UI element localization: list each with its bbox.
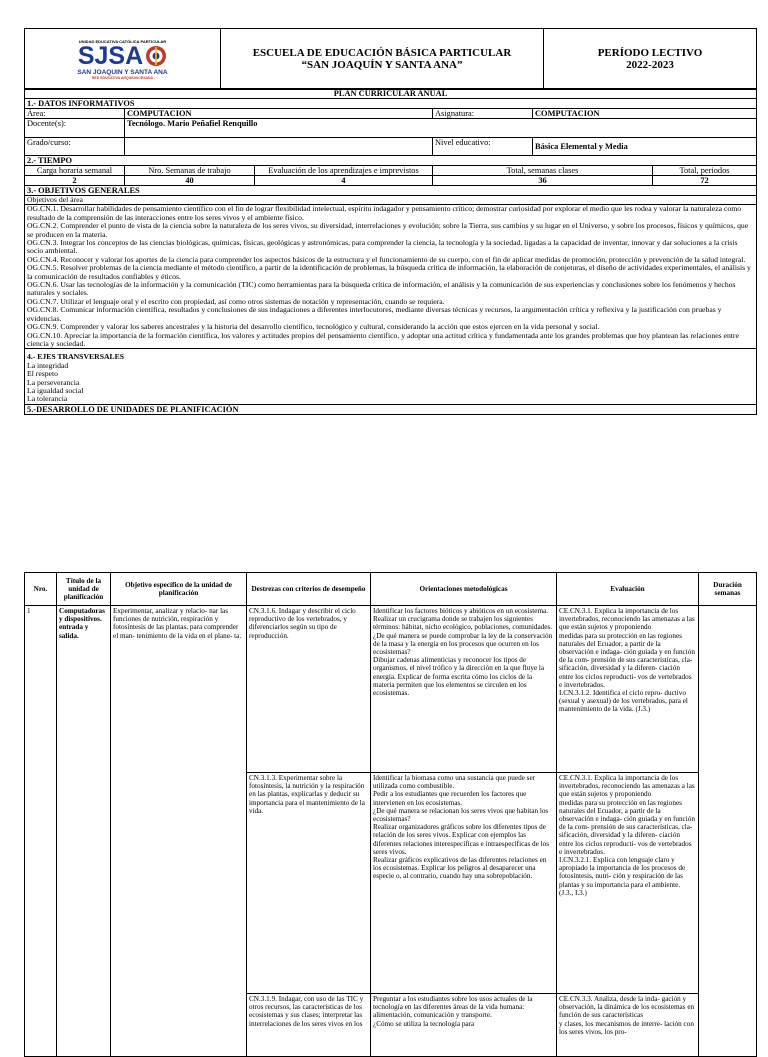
evaluacion-cell: CE.CN.3.1. Explica la importancia de los invertebrados, reconociendo las amenazas a las que están sujetos y proponiendo medidas para su protección en las regiones naturales del Ecuador, a partir de la observación e indaga- ción guiada y en función de la com- prensión de sus características, cla- sificación, diversidad y la diferen- ciación entre los ciclos reproducti- vos de vertebrados e invertebrados. I.CN.3.1.2. Identifica el ciclo repro- ductivo (sexual y asexual) de los vertebrados, para el mantenimiento de la vida. (J.3.) — [557, 606, 699, 773]
objetivo-item: OG.CN.6. Usar las tecnologías de la información y la comunicación (TIC) como herramientas para la búsqueda crítica de información, el análisis y la comunicación de sus experiencias y conclusiones sobre los fenómenos y hechos naturales y sociales. — [27, 280, 736, 298]
objetivo-item: OG.CN.10. Apreciar la importancia de la formación científica, los valores y actitudes propios del pensamiento científico, y adoptar una actitud crítica y fundamentada ante los grandes problemas que hoy plantean las relaciones entre ciencia y sociedad. — [27, 330, 739, 348]
plan-title: PLAN CURRICULAR ANUAL — [25, 89, 757, 99]
destreza-cell: CN.3.1.6. Indagar y describir el ciclo reproductivo de los vertebrados, y diferenciarlos según su tipo de reproducción. — [247, 606, 371, 773]
nivel-label: Nivel educativo: — [433, 138, 533, 156]
objetivo-item: OG.CN.9. Comprender y valorar los saberes ancestrales y la historia del desarrollo científico, tecnológico y cultural, considerando la acción que estos ejercen en la vida personal y social. — [27, 322, 600, 332]
school-logo: UNIDAD EDUCATIVA CATÓLICA PARTICULAR SJSA SAN JOAQUIN Y SANTA ANA RED EDUCATIVA ARQUIDIOCESANA — [25, 29, 221, 90]
col-header-titulo: Título de la unidad de planificación — [57, 573, 111, 606]
tiempo-value: 72 — [653, 176, 757, 186]
objetivo-item: OG.CN.4. Reconocer y valorar los aportes de la ciencia para comprender los aspectos básicos de la estructura y el funcionamiento de su cuerpo, con el fin de aplicar medidas de promoción, protección y prevención de la salud integral. — [27, 254, 746, 264]
asignatura-label: Asignatura: — [433, 109, 533, 119]
grado-label: Grado/curso: — [25, 138, 125, 156]
objetivos-subtitle: Objetivos del área — [25, 196, 757, 205]
table-row — [25, 606, 757, 773]
area-value: COMPUTACION — [125, 109, 433, 119]
logo-wordmark: SJSA — [77, 41, 144, 70]
tiempo-header: Carga horaria semanal — [25, 166, 125, 176]
objetivo-item: OG.CN.1. Desarrollar habilidades de pensamiento científico con el fin de lograr flexibilidad intelectual, espíritu indagador y pensamiento crítico; demostrar curiosidad por explorar el medio que les rodea y valorar la naturaleza como resultado de la comprensión de las interacciones entre los seres vivos y el ambiente físico. — [27, 204, 742, 222]
grado-value — [125, 138, 433, 156]
eje-item: La tolerancia — [27, 394, 68, 404]
evaluacion-cell: CE.CN.3.1. Explica la importancia de los invertebrados, reconociendo las amenazas a las que están sujetos y proponiendo medidas para su protección en las regiones naturales del Ecuador, a partir de la observación e indaga- ción guiada y en función de la com- prensión de sus características, cla- sificación, diversidad y la diferen- ciación entre los ciclos reproducti- vos de vertebrados e invertebrados. I.CN.3.2.1. Explica con lenguaje claro y apropiado la importancia de los procesos de fotosíntesis, nutri- ción y respiración de las plantas y su importancia para el ambiente. (J.3., I.3.) — [557, 773, 699, 994]
objetivo-item: OG.CN.8. Comunicar información científica, resultados y conclusiones de sus indagaciones a diferentes interlocutores, mediante diversas técnicas y recursos, la argumentación crítica y reflexiva y la justificación con pruebas y evidencias. — [27, 305, 722, 323]
col-header-nro: Nro. — [25, 573, 57, 606]
section-2-title: 2.- TIEMPO — [25, 156, 757, 166]
tiempo-value: 2 — [25, 176, 125, 186]
eje-item: La igualdad social — [27, 385, 84, 395]
objetivo-item: OG.CN.2. Comprender el punto de vista de la ciencia sobre la naturaleza de los seres vivos, su diversidad, interrelaciones y evolución; sobre la Tierra, sus cambios y su lugar en el Universo, y sobre los procesos, físicos y químicos, que se producen en la materia. — [27, 221, 749, 239]
school-period: PERÍODO LECTIVO 2022-2023 — [544, 29, 757, 90]
col-header-objetivo: Objetivo específico de la unidad de planificación — [111, 573, 247, 606]
tiempo-header: Total, periodos — [653, 166, 757, 176]
crest-icon — [145, 45, 167, 67]
orientacion-cell: Identificar los factores bióticos y abióticos en un ecosistema. Realizar un crucigrama donde se trabajen los siguientes términos: hábitat, nicho ecológico, poblaciones, comunidades. ¿De qué manera se puede comprobar la ley de la conservación de la masa y la energía en los procesos que ocurren en los ecosistemas? Dibujar cadenas alimenticias y reconocer los tipos de organismos, el nivel trófico y la dirección en la que fluye la energía. Explicar de forma escrita cómo los ciclos de la materia permiten que los elementos se circulen en los ecosistemas. — [371, 606, 557, 773]
section-5-title: 5.-DESARROLLO DE UNIDADES DE PLANIFICACIÓN — [25, 404, 757, 414]
orientacion-cell: Preguntar a los estudiantes sobre los usos actuales de la tecnología en las diferentes áreas de la vida humana: alimentación, comunicación y transporte. ¿Cómo se utiliza la tecnología para — [371, 994, 557, 1057]
tiempo-header: Evaluación de los aprendizajes e imprevistos — [255, 166, 433, 176]
eje-item: El respeto — [27, 369, 58, 379]
unit-objetivo: Experimentar, analizar y relacio- nar las funciones de nutrición, respiración y fotosíntesis de las plantas, para comprender el man- tenimiento de la vida en el plane- ta. — [111, 606, 247, 1057]
orientacion-cell: Identificar la biomasa como una sustancia que puede ser utilizada como combustible. Pedir a los estudiantes que recuerden los factores que intervienen en los ecosistemas. ¿De qué manera se relacionan los seres vivos que habitan los ecosistemas? Realizar organizadores gráficos sobre los diferentes tipos de relación de los seres vivos. Explicar con ejemplos las diferentes relaciones interespecíficas e intraespecíficas de los seres vivos. Realizar gráficos explicativos de las diferentes relaciones en los ecosistemas. Explicar los peligros al desaparecer una especie o, al contrario, cuando hay una sobrepoblación. — [371, 773, 557, 994]
header-table — [24, 28, 757, 90]
tiempo-value: 4 — [255, 176, 433, 186]
section-4-title: 4.- EJES TRANSVERSALES — [27, 352, 125, 362]
objetivos-list — [25, 205, 757, 349]
nivel-value: Básica Elemental y Media — [533, 138, 757, 156]
docente-value: Tecnólogo. Mario Peñafiel Renquillo — [125, 119, 757, 138]
col-header-evaluacion: Evaluación — [557, 573, 699, 606]
eje-item: La integridad — [27, 360, 69, 370]
col-header-duracion: Duración semanas — [699, 573, 757, 606]
section-1-title: 1.- DATOS INFORMATIVOS — [25, 99, 757, 109]
table-header-row — [25, 573, 757, 606]
tiempo-header: Nro. Semanas de trabajo — [125, 166, 255, 176]
docente-label: Docente(s): — [25, 119, 125, 138]
destreza-cell: CN.3.1.3. Experimentar sobre la fotosíntesis, la nutrición y la respiración en las plantas, explicarlas y deducir su importancia para el mantenimiento de la vida. — [247, 773, 371, 994]
destreza-cell: CN.3.1.9. Indagar, con uso de las TIC y otros recursos, las características de los ecosistemas y sus clases; interpretar las interrelaciones de los seres vivos en los — [247, 994, 371, 1057]
objetivo-item: OG.CN.5. Resolver problemas de la ciencia mediante el método científico, a partir de la identificación de problemas, la búsqueda crítica de información, la elaboración de conjeturas, el diseño de actividades experimentales, el análisis y la comunicación de resultados confiables y éticos. — [27, 263, 751, 281]
school-name: ESCUELA DE EDUCACIÓN BÁSICA PARTICULAR “SAN JOAQUÍN Y SANTA ANA” — [221, 29, 544, 90]
evaluacion-cell: CE.CN.3.3. Analiza, desde la inda- gación y observación, la dinámica de los ecosistemas en función de sus características y clases, los mecanismos de interre- lación con los seres vivos, los pro- — [557, 994, 699, 1057]
tiempo-value: 40 — [125, 176, 255, 186]
col-header-destrezas: Destrezas con criterios de desempeño — [247, 573, 371, 606]
objetivo-item: OG.CN.7. Utilizar el lenguaje oral y el escrito con propiedad, así como otros sistemas de notación y representación, cuando se requiera. — [27, 296, 445, 306]
unit-planning-table — [24, 572, 757, 1057]
objetivo-item: OG.CN.3. Integrar los conceptos de las ciencias biológicas, químicas, físicas, geológicas y astronómicas, para comprender la ciencia, la tecnología y la sociedad, ligadas a la capacidad de inventar, innovar y dar soluciones a la crisis socio ambiental. — [27, 238, 738, 256]
section-3-title: 3.- OBJETIVOS GENERALES — [25, 186, 757, 196]
unit-nro: 1 — [25, 606, 57, 1057]
ejes-section — [25, 349, 757, 404]
duracion-cell — [699, 606, 757, 1057]
plan-info-table — [24, 88, 757, 415]
tiempo-header: Total, semanas clases — [433, 166, 653, 176]
tiempo-value: 36 — [433, 176, 653, 186]
area-label: Área: — [25, 109, 125, 119]
unit-titulo: Computadoras y dispositivos. entrada y salida. — [57, 606, 111, 1057]
asignatura-value: COMPUTACION — [533, 109, 757, 119]
eje-item: La perseverancia — [27, 377, 80, 387]
col-header-orientaciones: Orientaciones metodológicas — [371, 573, 557, 606]
